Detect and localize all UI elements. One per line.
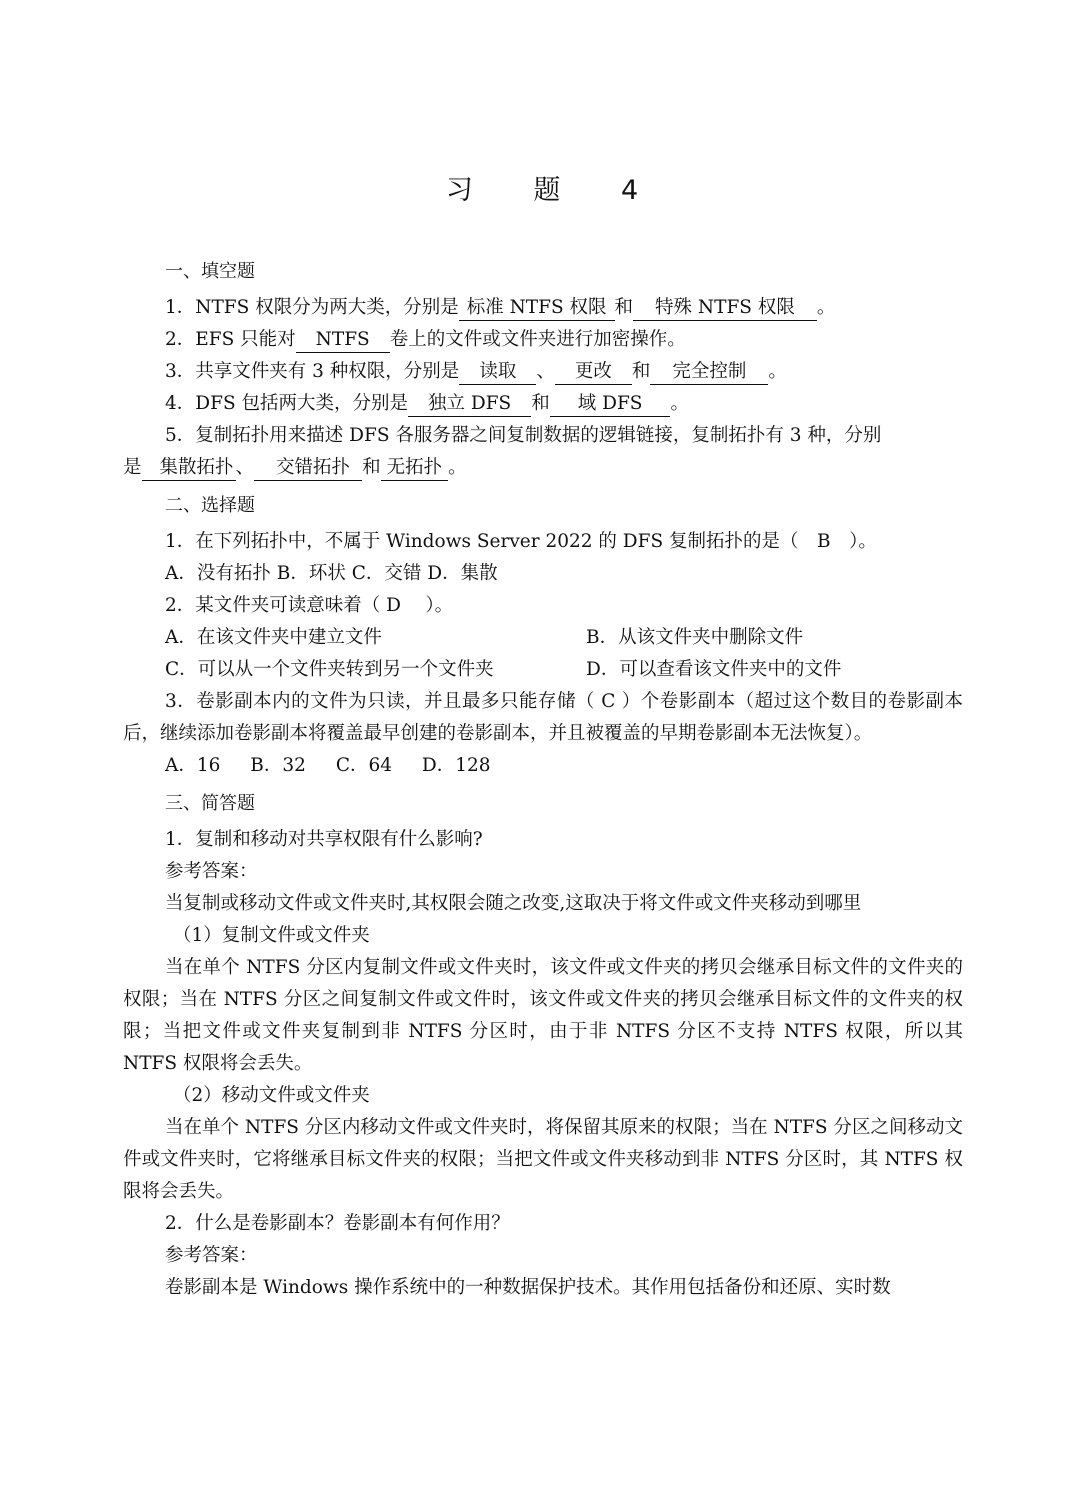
fill-question-5-cont: 是 集散拓扑 、 交错拓扑 和 无拓扑 。: [123, 452, 963, 484]
choice-question-2: 2．某文件夹可读意味着（ D ）。: [165, 595, 454, 616]
choice-question-3: 3．卷影副本内的文件为只读，并且最多只能存储（ C ）个卷影副本（超过这个数目的卷影副本后，继续添加卷影副本将覆盖最早创建的卷影副本，并且被覆盖的早期卷影副本无法恢复）。: [123, 691, 963, 744]
answer-blank: NTFS: [296, 328, 390, 353]
answer-move-text: 当在单个 NTFS 分区内移动文件或文件夹时，将保留其原来的权限；当在 NTFS 分区之间移动文件或文件夹时，它将继承目标文件夹的权限；当把文件或文件夹移动到非 NTFS 分区时，其 NTFS 权限将会丢失。: [123, 1117, 963, 1202]
option-c: C．可以从一个文件夹转到另一个文件夹: [165, 659, 494, 680]
answer-blank: 完全控制: [650, 360, 768, 385]
option-a: A．在该文件夹中建立文件: [165, 627, 382, 648]
option-a: A．16: [165, 755, 221, 776]
option-d: D．可以查看该文件夹中的文件: [586, 659, 842, 680]
option-c: C．64: [335, 755, 393, 776]
answer-blank: 更改: [555, 360, 632, 385]
option-b: B．从该文件夹中删除文件: [586, 627, 804, 648]
answer-blank: 特殊 NTFS 权限: [633, 296, 817, 321]
choice-question-1: 1．在下列拓扑中，不属于 Windows Server 2022 的 DFS 复制拓扑的是（ B ）。: [165, 531, 877, 552]
page-title: 习 题 4: [445, 175, 665, 206]
answer-intro: 当复制或移动文件或文件夹时,其权限会随之改变,这取决于将文件或文件夹移动到哪里: [165, 893, 862, 914]
answer-blank: 读取: [459, 360, 536, 385]
section-heading-fill: 一、填空题: [165, 261, 255, 282]
section-heading-choice: 二、选择题: [165, 495, 255, 516]
reference-answer-label: 参考答案：: [165, 861, 258, 882]
fill-question-1: 1．NTFS 权限分为两大类，分别是 标准 NTFS 权限 和 特殊 NTFS 权限 。: [123, 292, 963, 324]
short-question-2: 2．什么是卷影副本？卷影副本有何作用？: [165, 1213, 510, 1234]
choice-question-2-options-row1: [123, 622, 963, 654]
choice-question-2-options-row2: [123, 654, 963, 686]
fill-question-4: 4．DFS 包括两大类，分别是 独立 DFS 和 域 DFS 。: [123, 388, 963, 420]
choice-question-1-options: A．没有拓扑 B．环状 C．交错 D．集散: [165, 563, 498, 584]
choice-question-3-options: [123, 750, 963, 782]
answer-shadow-copy: 卷影副本是 Windows 操作系统中的一种数据保护技术。其作用包括备份和还原、实时数: [165, 1277, 891, 1298]
answer-blank: 独立 DFS: [408, 392, 531, 417]
answer-blank: 标准 NTFS 权限: [459, 296, 615, 321]
answer-copy-text: 当在单个 NTFS 分区内复制文件或文件夹时，该文件或文件夹的拷贝会继承目标文件的文件夹的权限；当在 NTFS 分区之间复制文件或文件时，该文件或文件夹的拷贝会继承目标文件的文件夹的权限；当把文件或文件夹复制到非 NTFS 分区时，由于非 NTFS 分区不支持 NTFS 权限，所以其 NTFS 权限将会丢失。: [123, 957, 963, 1074]
answer-blank: 集散拓扑: [142, 456, 236, 481]
document-body: [123, 256, 963, 1304]
answer-blank: 无拓扑: [381, 456, 449, 481]
reference-answer-label: 参考答案：: [165, 1245, 258, 1266]
fill-question-5: 5．复制拓扑用来描述 DFS 各服务器之间复制数据的逻辑链接，复制拓扑有 3 种，分别: [165, 425, 882, 446]
fill-question-3: 3．共享文件夹有 3 种权限，分别是 读取 、 更改 和 完全控制 。: [123, 356, 963, 388]
answer-blank: 域 DFS: [550, 392, 671, 417]
answer-blank: 交错拓扑: [254, 456, 362, 481]
subheading-copy: （1）复制文件或文件夹: [173, 925, 370, 946]
fill-question-2: 2．EFS 只能对 NTFS 卷上的文件或文件夹进行加密操作。: [123, 324, 963, 356]
short-question-1: 1．复制和移动对共享权限有什么影响?: [165, 829, 483, 850]
option-b: B．32: [250, 755, 306, 776]
option-d: D．128: [421, 755, 491, 776]
subheading-move: （2）移动文件或文件夹: [173, 1085, 370, 1106]
section-heading-short: 三、简答题: [165, 793, 255, 814]
